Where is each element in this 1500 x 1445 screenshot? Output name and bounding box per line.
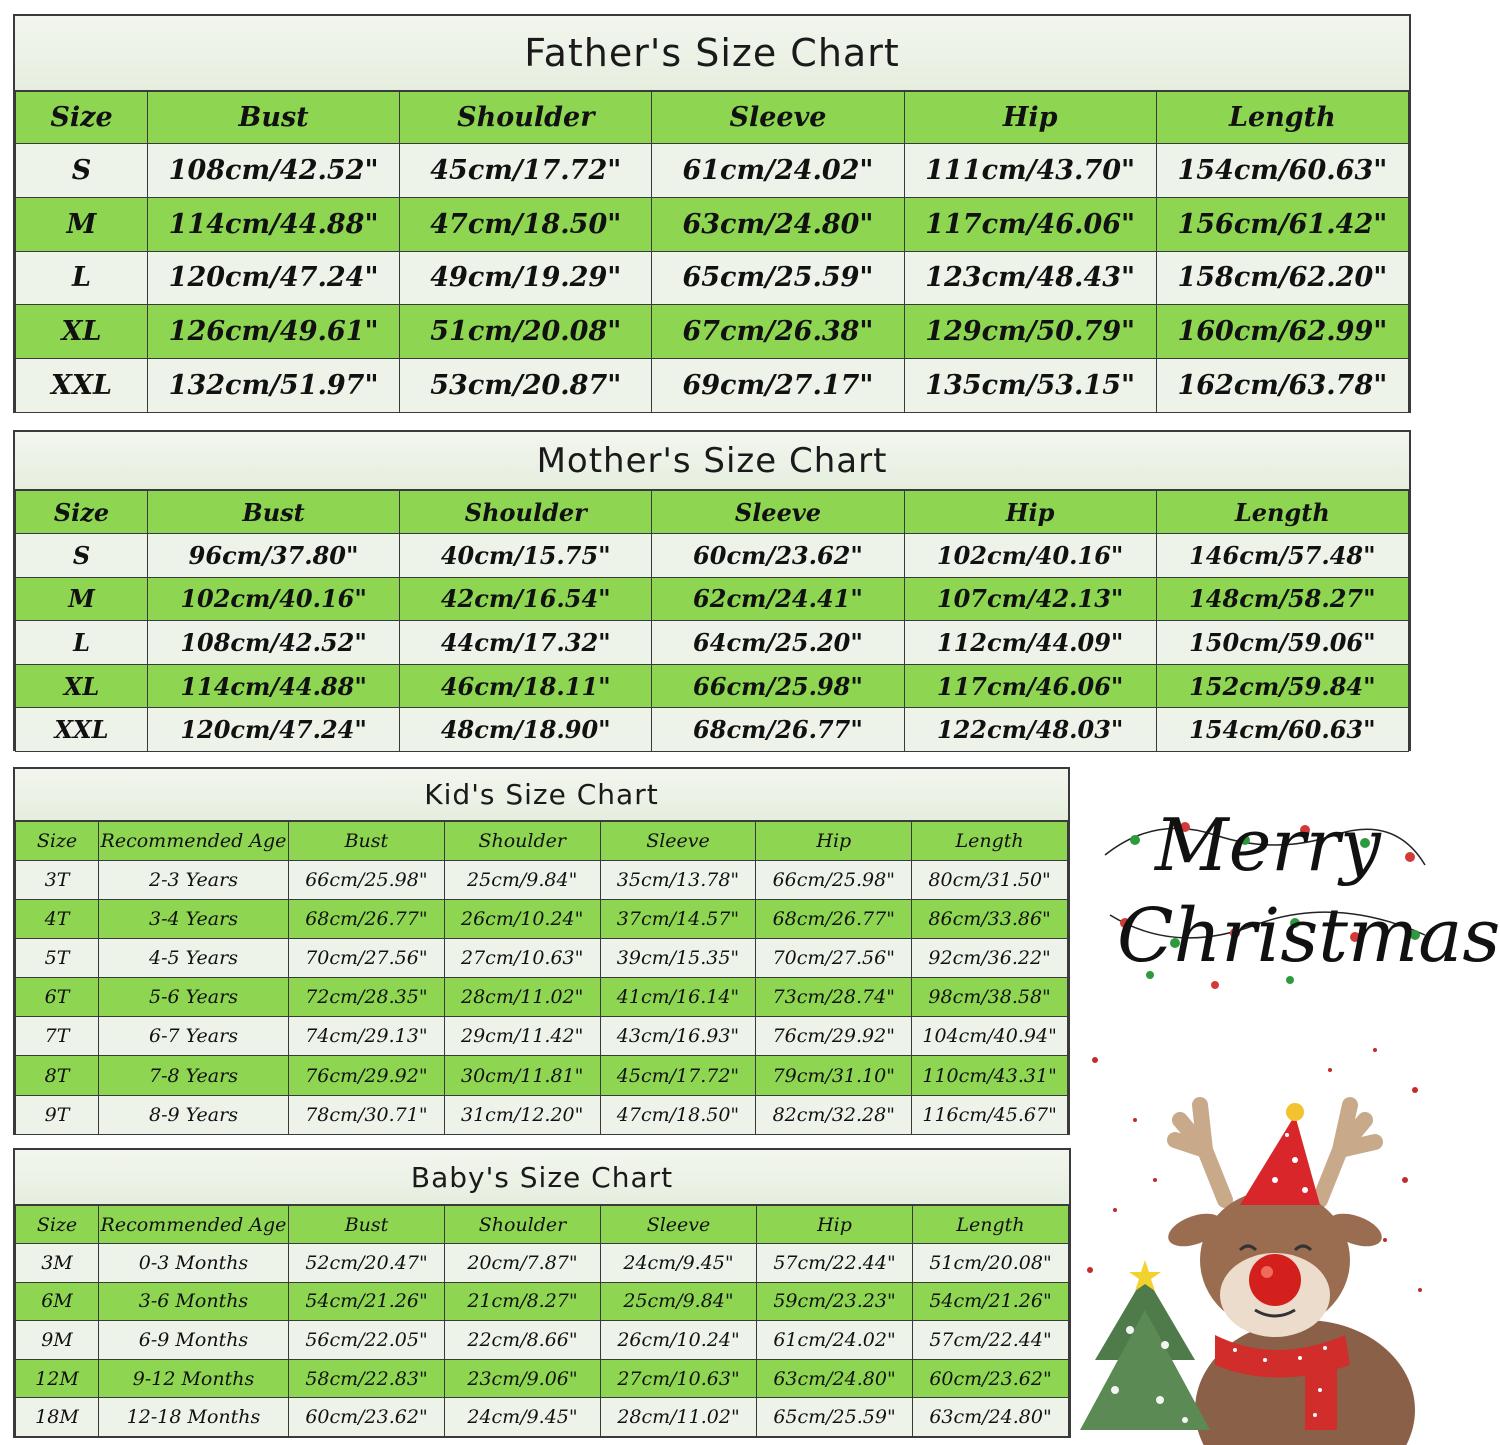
table-cell: 98cm/38.58" — [912, 978, 1068, 1017]
mother-size-chart — [13, 430, 1411, 751]
table-cell: 65cm/25.59" — [757, 1398, 913, 1437]
table-cell: 3-6 Months — [99, 1282, 289, 1321]
column-header: Bust — [148, 92, 400, 144]
table-row — [16, 577, 1409, 621]
column-header: Sleeve — [652, 491, 904, 534]
table-header-row — [16, 1206, 1069, 1244]
table-cell: 4-5 Years — [99, 939, 289, 978]
table-cell: 68cm/26.77" — [289, 900, 445, 939]
mother-size-table — [15, 490, 1409, 752]
table-cell: 96cm/37.80" — [148, 534, 400, 578]
table-cell: 117cm/46.06" — [904, 197, 1156, 251]
table-cell: 6T — [16, 978, 99, 1017]
table-cell: 107cm/42.13" — [904, 577, 1156, 621]
column-header: Hip — [757, 1206, 913, 1244]
table-cell: 126cm/49.61" — [148, 305, 400, 359]
table-cell: 162cm/63.78" — [1156, 359, 1408, 413]
column-header: Length — [1156, 491, 1408, 534]
column-header: Shoulder — [444, 822, 600, 861]
table-row — [16, 534, 1409, 578]
column-header: Bust — [289, 822, 445, 861]
table-cell: 158cm/62.20" — [1156, 251, 1408, 305]
father-size-table — [15, 91, 1409, 413]
table-cell: 73cm/28.74" — [756, 978, 912, 1017]
column-header: Length — [1156, 92, 1408, 144]
table-cell: 47cm/18.50" — [600, 1095, 756, 1134]
table-row — [16, 664, 1409, 708]
table-cell: 24cm/9.45" — [601, 1244, 757, 1283]
table-cell: 114cm/44.88" — [148, 664, 400, 708]
table-cell: 5-6 Years — [99, 978, 289, 1017]
table-cell: 116cm/45.67" — [912, 1095, 1068, 1134]
table-cell: 42cm/16.54" — [400, 577, 652, 621]
table-cell: 108cm/42.52" — [148, 144, 400, 198]
table-cell: 135cm/53.15" — [904, 359, 1156, 413]
column-header: Shoulder — [445, 1206, 601, 1244]
table-cell: 44cm/17.32" — [400, 621, 652, 665]
table-cell: 29cm/11.42" — [444, 1017, 600, 1056]
column-header: Size — [16, 1206, 99, 1244]
table-cell: 110cm/43.31" — [912, 1056, 1068, 1095]
table-cell: 112cm/44.09" — [904, 621, 1156, 665]
kids-chart-title: Kid's Size Chart — [15, 769, 1068, 821]
table-cell: 3M — [16, 1244, 99, 1283]
table-cell: 8T — [16, 1056, 99, 1095]
column-header: Length — [912, 822, 1068, 861]
table-cell: 156cm/61.42" — [1156, 197, 1408, 251]
table-cell: L — [16, 251, 148, 305]
table-cell: 82cm/32.28" — [756, 1095, 912, 1134]
table-cell: 57cm/22.44" — [757, 1244, 913, 1283]
column-header: Hip — [756, 822, 912, 861]
table-cell: 30cm/11.81" — [444, 1056, 600, 1095]
column-header: Recommended Age — [99, 1206, 289, 1244]
table-cell: 8-9 Years — [99, 1095, 289, 1134]
table-cell: 59cm/23.23" — [757, 1282, 913, 1321]
table-cell: 51cm/20.08" — [400, 305, 652, 359]
mother-chart-title: Mother's Size Chart — [15, 432, 1409, 490]
table-cell: 67cm/26.38" — [652, 305, 904, 359]
table-cell: XXL — [16, 708, 148, 752]
table-cell: 92cm/36.22" — [912, 939, 1068, 978]
table-cell: 43cm/16.93" — [600, 1017, 756, 1056]
table-cell: 41cm/16.14" — [600, 978, 756, 1017]
kids-size-table — [15, 821, 1068, 1135]
reindeer-icon — [1075, 1030, 1435, 1440]
greeting-line-christmas: Christmas — [1117, 893, 1500, 979]
table-cell: 23cm/9.06" — [445, 1359, 601, 1398]
table-cell: 58cm/22.83" — [289, 1359, 445, 1398]
father-size-chart — [13, 14, 1411, 413]
table-cell: 54cm/21.26" — [913, 1282, 1069, 1321]
table-row — [16, 861, 1068, 900]
table-cell: 114cm/44.88" — [148, 197, 400, 251]
column-header: Recommended Age — [99, 822, 289, 861]
table-cell: 68cm/26.77" — [756, 900, 912, 939]
table-cell: 39cm/15.35" — [600, 939, 756, 978]
table-cell: 22cm/8.66" — [445, 1321, 601, 1360]
table-cell: 3T — [16, 861, 99, 900]
table-row — [16, 1398, 1069, 1437]
table-cell: 102cm/40.16" — [904, 534, 1156, 578]
table-row — [16, 939, 1068, 978]
table-cell: 60cm/23.62" — [652, 534, 904, 578]
table-cell: 25cm/9.84" — [444, 861, 600, 900]
column-header: Hip — [904, 491, 1156, 534]
table-cell: 60cm/23.62" — [289, 1398, 445, 1437]
table-cell: 47cm/18.50" — [400, 197, 652, 251]
table-cell: 5T — [16, 939, 99, 978]
column-header: Shoulder — [400, 491, 652, 534]
table-cell: 68cm/26.77" — [652, 708, 904, 752]
table-cell: 0-3 Months — [99, 1244, 289, 1283]
table-cell: 27cm/10.63" — [444, 939, 600, 978]
reindeer-illustration — [1075, 1030, 1435, 1440]
table-cell: 20cm/7.87" — [445, 1244, 601, 1283]
table-cell: 78cm/30.71" — [289, 1095, 445, 1134]
table-cell: 46cm/18.11" — [400, 664, 652, 708]
table-cell: XXL — [16, 359, 148, 413]
table-row — [16, 144, 1409, 198]
table-cell: 62cm/24.41" — [652, 577, 904, 621]
table-cell: 152cm/59.84" — [1156, 664, 1408, 708]
table-cell: 129cm/50.79" — [904, 305, 1156, 359]
column-header: Shoulder — [400, 92, 652, 144]
table-cell: 132cm/51.97" — [148, 359, 400, 413]
table-cell: 54cm/21.26" — [289, 1282, 445, 1321]
table-row — [16, 1359, 1069, 1398]
table-cell: 26cm/10.24" — [444, 900, 600, 939]
column-header: Size — [16, 92, 148, 144]
table-row — [16, 359, 1409, 413]
table-row — [16, 1321, 1069, 1360]
table-cell: 160cm/62.99" — [1156, 305, 1408, 359]
table-cell: 56cm/22.05" — [289, 1321, 445, 1360]
table-row — [16, 305, 1409, 359]
table-cell: 49cm/19.29" — [400, 251, 652, 305]
table-row — [16, 251, 1409, 305]
table-cell: 3-4 Years — [99, 900, 289, 939]
table-cell: 74cm/29.13" — [289, 1017, 445, 1056]
table-cell: L — [16, 621, 148, 665]
table-row — [16, 197, 1409, 251]
column-header: Sleeve — [600, 822, 756, 861]
column-header: Length — [913, 1206, 1069, 1244]
table-cell: 48cm/18.90" — [400, 708, 652, 752]
table-cell: 28cm/11.02" — [601, 1398, 757, 1437]
table-cell: 154cm/60.63" — [1156, 708, 1408, 752]
table-cell: 61cm/24.02" — [652, 144, 904, 198]
table-cell: 64cm/25.20" — [652, 621, 904, 665]
table-cell: 69cm/27.17" — [652, 359, 904, 413]
table-cell: 65cm/25.59" — [652, 251, 904, 305]
table-cell: 4T — [16, 900, 99, 939]
table-cell: 24cm/9.45" — [445, 1398, 601, 1437]
table-cell: 9T — [16, 1095, 99, 1134]
table-cell: 7T — [16, 1017, 99, 1056]
table-cell: 37cm/14.57" — [600, 900, 756, 939]
table-cell: 66cm/25.98" — [289, 861, 445, 900]
table-cell: 120cm/47.24" — [148, 251, 400, 305]
kids-size-chart — [13, 767, 1070, 1135]
table-cell: 111cm/43.70" — [904, 144, 1156, 198]
table-cell: 12-18 Months — [99, 1398, 289, 1437]
table-row — [16, 1017, 1068, 1056]
table-cell: 53cm/20.87" — [400, 359, 652, 413]
merry-christmas-greeting — [1095, 795, 1500, 1015]
table-cell: 26cm/10.24" — [601, 1321, 757, 1360]
column-header: Sleeve — [652, 92, 904, 144]
column-header: Size — [16, 822, 99, 861]
table-cell: 31cm/12.20" — [444, 1095, 600, 1134]
table-cell: 27cm/10.63" — [601, 1359, 757, 1398]
table-row — [16, 1282, 1069, 1321]
column-header: Hip — [904, 92, 1156, 144]
table-cell: 154cm/60.63" — [1156, 144, 1408, 198]
table-cell: 18M — [16, 1398, 99, 1437]
table-cell: 63cm/24.80" — [757, 1359, 913, 1398]
table-cell: 70cm/27.56" — [756, 939, 912, 978]
table-cell: 70cm/27.56" — [289, 939, 445, 978]
table-cell: 146cm/57.48" — [1156, 534, 1408, 578]
table-cell: 108cm/42.52" — [148, 621, 400, 665]
table-cell: 25cm/9.84" — [601, 1282, 757, 1321]
table-cell: 51cm/20.08" — [913, 1244, 1069, 1283]
column-header: Size — [16, 491, 148, 534]
table-cell: 57cm/22.44" — [913, 1321, 1069, 1360]
table-cell: XL — [16, 305, 148, 359]
table-cell: 104cm/40.94" — [912, 1017, 1068, 1056]
table-cell: 40cm/15.75" — [400, 534, 652, 578]
column-header: Bust — [148, 491, 400, 534]
table-cell: M — [16, 577, 148, 621]
table-cell: 102cm/40.16" — [148, 577, 400, 621]
table-cell: 80cm/31.50" — [912, 861, 1068, 900]
father-chart-title: Father's Size Chart — [15, 16, 1409, 91]
table-cell: 122cm/48.03" — [904, 708, 1156, 752]
table-cell: 6-7 Years — [99, 1017, 289, 1056]
table-header-row — [16, 822, 1068, 861]
table-cell: 21cm/8.27" — [445, 1282, 601, 1321]
table-row — [16, 1095, 1068, 1134]
table-cell: 120cm/47.24" — [148, 708, 400, 752]
table-cell: 61cm/24.02" — [757, 1321, 913, 1360]
table-cell: 52cm/20.47" — [289, 1244, 445, 1283]
baby-chart-title: Baby's Size Chart — [15, 1150, 1069, 1205]
greeting-line-merry: Merry — [1155, 803, 1381, 887]
column-header: Sleeve — [601, 1206, 757, 1244]
table-cell: 76cm/29.92" — [756, 1017, 912, 1056]
table-row — [16, 621, 1409, 665]
table-cell: 35cm/13.78" — [600, 861, 756, 900]
table-cell: 45cm/17.72" — [600, 1056, 756, 1095]
table-cell: 45cm/17.72" — [400, 144, 652, 198]
column-header: Bust — [289, 1206, 445, 1244]
table-cell: 66cm/25.98" — [756, 861, 912, 900]
baby-size-chart — [13, 1148, 1071, 1438]
baby-size-table — [15, 1205, 1069, 1437]
table-cell: 6M — [16, 1282, 99, 1321]
table-cell: 6-9 Months — [99, 1321, 289, 1360]
table-row — [16, 900, 1068, 939]
table-cell: 60cm/23.62" — [913, 1359, 1069, 1398]
table-cell: 9M — [16, 1321, 99, 1360]
table-row — [16, 1056, 1068, 1095]
table-cell: 123cm/48.43" — [904, 251, 1156, 305]
table-cell: 63cm/24.80" — [652, 197, 904, 251]
table-row — [16, 978, 1068, 1017]
table-cell: XL — [16, 664, 148, 708]
table-row — [16, 1244, 1069, 1283]
table-cell: 12M — [16, 1359, 99, 1398]
table-header-row — [16, 491, 1409, 534]
table-header-row — [16, 92, 1409, 144]
table-cell: 86cm/33.86" — [912, 900, 1068, 939]
table-cell: 79cm/31.10" — [756, 1056, 912, 1095]
table-cell: 76cm/29.92" — [289, 1056, 445, 1095]
table-cell: 9-12 Months — [99, 1359, 289, 1398]
table-row — [16, 708, 1409, 752]
table-cell: 150cm/59.06" — [1156, 621, 1408, 665]
table-cell: S — [16, 534, 148, 578]
table-cell: 7-8 Years — [99, 1056, 289, 1095]
table-cell: 148cm/58.27" — [1156, 577, 1408, 621]
table-cell: 66cm/25.98" — [652, 664, 904, 708]
table-cell: 117cm/46.06" — [904, 664, 1156, 708]
table-cell: 72cm/28.35" — [289, 978, 445, 1017]
table-cell: 28cm/11.02" — [444, 978, 600, 1017]
table-cell: 63cm/24.80" — [913, 1398, 1069, 1437]
table-cell: S — [16, 144, 148, 198]
table-cell: M — [16, 197, 148, 251]
table-cell: 2-3 Years — [99, 861, 289, 900]
